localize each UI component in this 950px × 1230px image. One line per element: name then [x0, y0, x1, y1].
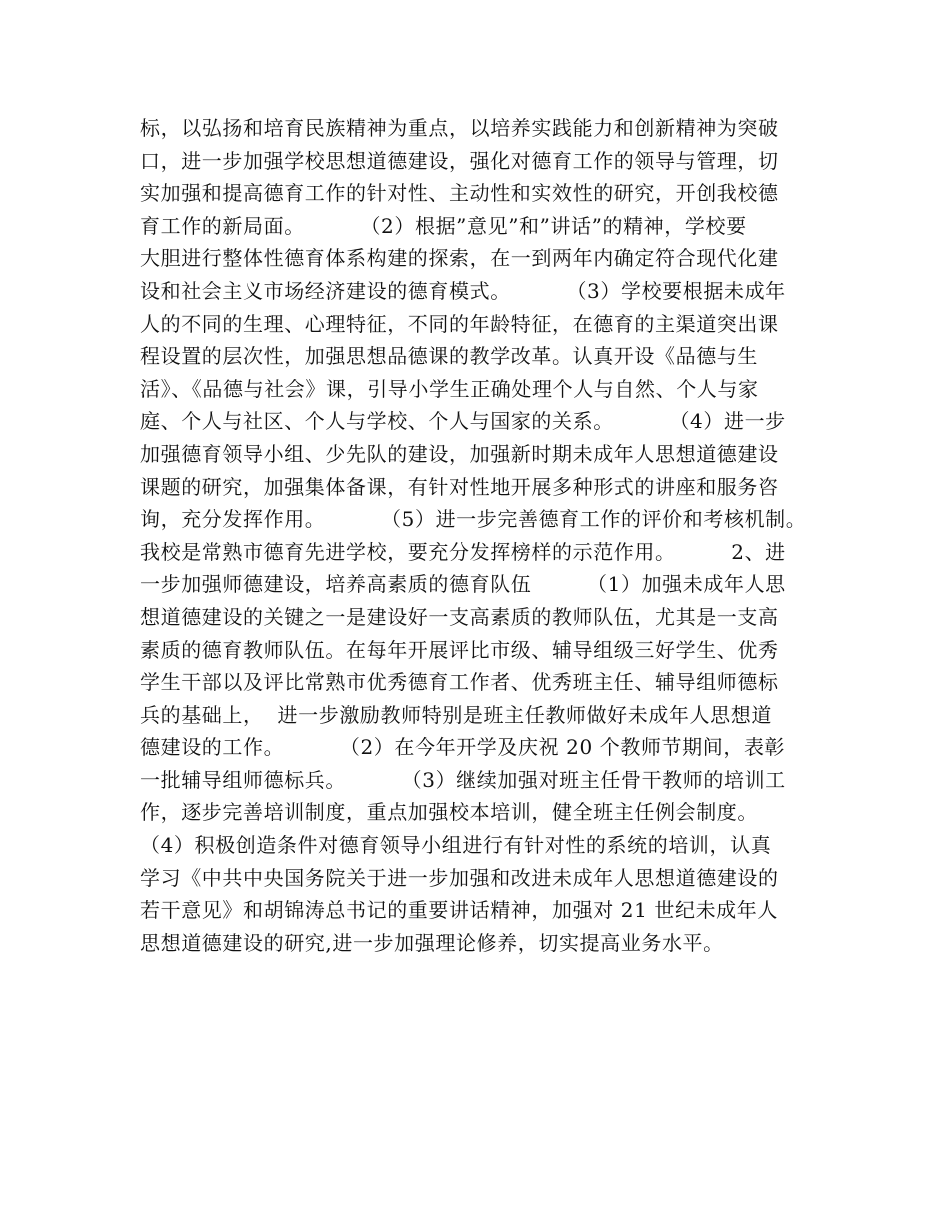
text-line: 思想道德建设的研究,进一步加强理论修养，切实提高业务水平。 — [140, 930, 724, 955]
text-line: （4）积极创造条件对德育领导小组进行有针对性的系统的培训，认真 — [140, 833, 772, 858]
text-line: 设和社会主义市场经济建设的德育模式。 （3）学校要根据未成年 — [140, 278, 786, 303]
text-line: 大胆进行整体性德育体系构建的探索，在一到两年内确定符合现代化建 — [140, 246, 779, 271]
text-line: 庭、个人与社区、个人与学校、个人与国家的关系。 （4）进一步 — [140, 409, 786, 434]
text-line: 加强德育领导小组、少先队的建设，加强新时期未成年人思想道德建设 — [140, 441, 779, 466]
text-line: 想道德建设的关键之一是建设好一支高素质的教师队伍，尤其是一支高 — [140, 604, 779, 629]
text-line: 实加强和提高德育工作的针对性、主动性和实效性的研究，开创我校德 — [140, 181, 779, 206]
text-line: 育工作的新局面。 （2）根据”意见”和”讲话”的精神，学校要 — [140, 213, 747, 238]
text-line: 一批辅导组师德标兵。 （3）继续加强对班主任骨干教师的培训工 — [140, 767, 786, 792]
text-line: 课题的研究，加强集体备课，有针对性地开展多种形式的讲座和服务咨 — [140, 474, 779, 499]
text-line: 人的不同的生理、心理特征，不同的年龄特征，在德育的主渠道突出课 — [140, 311, 779, 336]
text-line: 德建设的工作。 （2）在今年开学及庆祝 20 个教师节期间，表彰 — [140, 735, 786, 760]
text-line: 询，充分发挥作用。 （5）进一步完善德育工作的评价和考核机制。 — [140, 507, 807, 532]
text-line: 标，以弘扬和培育民族精神为重点，以培养实践能力和创新精神为突破 — [140, 116, 779, 140]
text-line: 程设置的层次性，加强思想品德课的教学改革。认真开设《品德与生 — [140, 344, 758, 369]
text-line: 一步加强师德建设，培养高素质的德育队伍 （1）加强未成年人思 — [140, 572, 786, 597]
text-line: 学生干部以及评比常熟市优秀德育工作者、优秀班主任、辅导组师德标 — [140, 670, 779, 695]
text-line: 若干意见》和胡锦涛总书记的重要讲话精神，加强对 21 世纪未成年人 — [140, 898, 778, 923]
body-text — [140, 112, 840, 959]
text-line: 活》、《品德与社会》课，引导小学生正确处理个人与自然、个人与家 — [140, 376, 759, 401]
text-line: 口，进一步加强学校思想道德建设，强化对德育工作的领导与管理，切 — [140, 148, 779, 173]
text-line: 素质的德育教师队伍。在每年开展评比市级、辅导组级三好学生、优秀 — [140, 637, 779, 662]
text-line: 作，逐步完善培训制度，重点加强校本培训，健全班主任例会制度。 — [140, 800, 758, 825]
text-line: 兵的基础上， 进一步激励教师特别是班主任教师做好未成年人思想道 — [140, 702, 772, 727]
text-line: 学习《中共中央国务院关于进一步加强和改进未成年人思想道德建设的 — [140, 865, 779, 890]
text-line: 我校是常熟市德育先进学校，要充分发挥榜样的示范作用。 2、进 — [140, 539, 786, 564]
